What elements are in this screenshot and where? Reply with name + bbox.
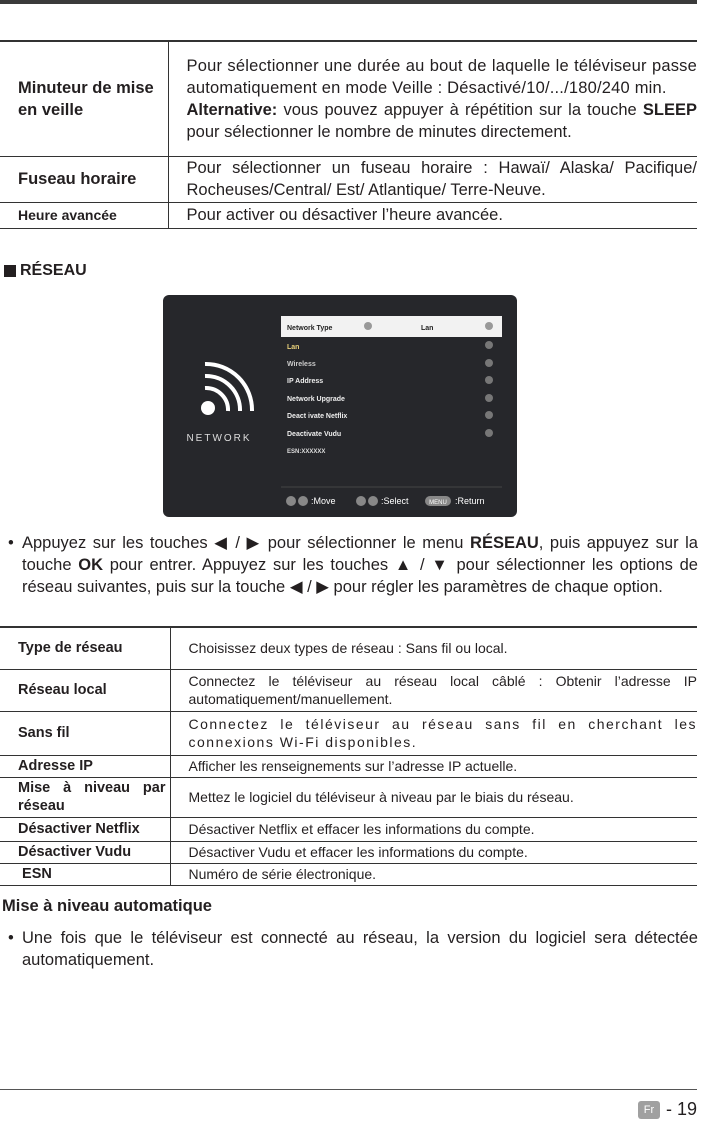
left-right-arrows-icon: ◀ / ▶	[289, 578, 329, 596]
right-button-icon	[368, 496, 378, 506]
table-row	[0, 202, 697, 228]
text-part: pour sélectionner les options de réseau suivantes, puis sur la touche	[22, 556, 698, 596]
item-arrows	[485, 341, 493, 437]
network-type-value: Lan	[421, 325, 434, 332]
reseau-keyword: RÉSEAU	[470, 534, 539, 552]
table-row	[0, 863, 697, 885]
row-alternative	[187, 99, 698, 143]
row-value: Choisissez deux types de réseau : Sans fil ou local.	[170, 627, 697, 669]
row-value: Mettez le logiciel du téléviseur à niveau par le biais du réseau.	[170, 777, 697, 817]
auto-upgrade-heading: Mise à niveau automatique	[2, 897, 212, 915]
section-heading	[4, 262, 87, 280]
text-part: pour entrer. Appuyez sur les touches	[103, 556, 395, 574]
row-value-text: Pour sélectionner une durée au bout de laquelle le téléviseur passe automatiquement en mode Veille : Désactivé/10/.../180/240 min.	[186, 56, 697, 97]
page-number: - 19	[666, 1099, 698, 1119]
square-bullet-icon	[4, 265, 16, 277]
table-row	[0, 156, 697, 202]
table-row	[0, 777, 697, 817]
chevron-right-icon[interactable]	[485, 429, 493, 437]
text-part: pour sélectionner le menu	[261, 534, 471, 552]
up-button-icon	[286, 496, 296, 506]
wifi-icon	[201, 364, 252, 415]
table-row	[0, 669, 697, 711]
chevron-right-icon[interactable]	[485, 359, 493, 367]
left-right-arrows-icon: ◀ / ▶	[214, 534, 262, 552]
menu-item-ip-address[interactable]: IP Address	[287, 378, 324, 385]
tv-menu-graphic	[163, 295, 517, 517]
language-badge: Fr	[638, 1101, 660, 1119]
esn-value: ESN:XXXXXX	[287, 449, 326, 455]
sleep-key: SLEEP	[642, 100, 697, 119]
footer-rule	[0, 1089, 697, 1090]
row-key: Réseau local	[0, 669, 170, 711]
network-options-table	[0, 626, 697, 886]
row-key: Adresse IP	[0, 755, 170, 777]
row-key: Heure avancée	[0, 202, 168, 228]
row-value: Connectez le téléviseur au réseau local câblé : Obtenir l’adresse IP automatiquement/manuellement.	[170, 669, 697, 711]
row-key: Désactiver Vudu	[0, 841, 170, 863]
row-key: Désactiver Netflix	[0, 817, 170, 841]
text-part: , puis appuyez sur la touche	[22, 534, 698, 574]
bullet-dot: •	[8, 929, 14, 947]
instruction-bullet	[4, 532, 698, 620]
menu-item-deactivate-vudu[interactable]: Deactivate Vudu	[287, 431, 342, 438]
table-row	[0, 841, 697, 863]
row-value: Afficher les renseignements sur l’adresse IP actuelle.	[170, 755, 697, 777]
alt-label: Alternative:	[186, 100, 278, 119]
auto-upgrade-text: Une fois que le téléviseur est connecté au réseau, la version du logiciel sera détectée automatiquement.	[22, 929, 698, 969]
up-down-arrows-icon: ▲ / ▼	[394, 556, 450, 574]
row-key: Mise à niveau par réseau	[0, 777, 170, 817]
table-row	[0, 711, 697, 755]
menu-button-label: MENU	[429, 500, 447, 506]
chevron-right-icon[interactable]	[485, 376, 493, 384]
menu-item-wireless[interactable]: Wireless	[287, 361, 316, 368]
row-key: Fuseau horaire	[0, 156, 168, 202]
row-value: Désactiver Vudu et effacer les informations du compte.	[170, 841, 697, 863]
text-part: pour régler les paramètres de chaque option.	[328, 578, 663, 596]
alt-text-end: pour sélectionner le nombre de minutes directement.	[186, 122, 572, 141]
instruction-text	[22, 532, 698, 598]
row-value: Numéro de série électronique.	[170, 863, 697, 885]
move-hint: :Move	[311, 496, 336, 506]
left-button-icon	[356, 496, 366, 506]
select-hint: :Select	[381, 496, 409, 506]
row-key: Type de réseau	[0, 627, 170, 669]
alt-text: vous pouvez appuyer à répétition sur la touche	[277, 100, 643, 119]
chevron-right-icon[interactable]	[485, 341, 493, 349]
tv-network-menu-screenshot	[163, 295, 517, 517]
table-row	[0, 627, 697, 669]
top-rule	[0, 0, 697, 4]
row-value: Pour activer ou désactiver l’heure avancée.	[168, 202, 697, 228]
network-type-label: Network Type	[287, 325, 333, 332]
menu-item-deactivate-netflix[interactable]: Deact ivate Netflix	[287, 413, 348, 420]
down-button-icon	[298, 496, 308, 506]
auto-upgrade-bullet	[4, 927, 698, 973]
ok-keyword: OK	[78, 556, 103, 574]
chevron-right-icon[interactable]	[485, 322, 493, 330]
row-key: ESN	[0, 863, 170, 885]
menu-item-lan[interactable]: Lan	[287, 344, 300, 351]
menu-item-network-upgrade[interactable]: Network Upgrade	[287, 396, 345, 403]
row-key: Minuteur de mise en veille	[0, 41, 168, 156]
row-value: Désactiver Netflix et effacer les informations du compte.	[170, 817, 697, 841]
timer-settings-table	[0, 40, 697, 229]
row-value: Connectez le téléviseur au réseau sans fil en cherchant les connexions Wi-Fi disponibles.	[170, 711, 697, 755]
row-value: Pour sélectionner un fuseau horaire : Hawaï/ Alaska/ Pacifique/ Rocheuses/Central/ Est/ Atlantique/ Terre-Neuve.	[168, 156, 697, 202]
chevron-left-icon[interactable]	[364, 322, 372, 330]
row-key: Sans fil	[0, 711, 170, 755]
chevron-right-icon[interactable]	[485, 394, 493, 402]
table-row	[0, 41, 697, 156]
chevron-right-icon[interactable]	[485, 411, 493, 419]
return-hint: :Return	[455, 496, 485, 506]
table-row	[0, 817, 697, 841]
table-row	[0, 755, 697, 777]
network-label: NETWORK	[186, 433, 252, 444]
row-value	[168, 41, 697, 156]
text-part: Appuyez sur les touches	[22, 534, 215, 552]
bullet-dot: •	[8, 534, 14, 552]
section-title: RÉSEAU	[20, 262, 87, 279]
